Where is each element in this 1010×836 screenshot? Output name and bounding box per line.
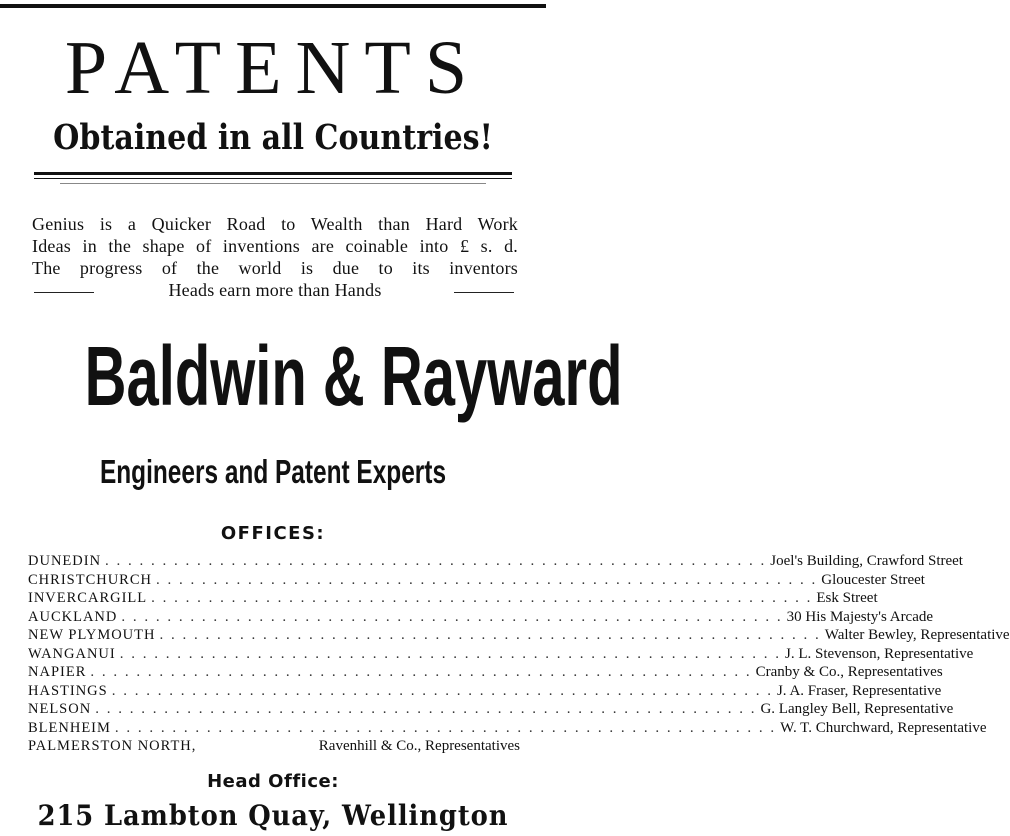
- dot-leader: [90, 663, 751, 682]
- office-address: Walter Bewley, Representative: [824, 627, 1010, 643]
- dot-leader: [115, 719, 776, 738]
- office-city: WANGANUI: [28, 645, 116, 662]
- office-row: [28, 700, 954, 719]
- headline: PATENTS: [64, 26, 482, 110]
- office-city: PALMERSTON NORTH,: [28, 738, 197, 754]
- office-row: [28, 571, 925, 590]
- dot-leader: [95, 700, 756, 719]
- firm-name: Baldwin & Rayward: [84, 329, 623, 423]
- dash-rule-right: [454, 292, 514, 293]
- office-address: Joel's Building, Crawford Street: [770, 553, 963, 569]
- office-city: AUCKLAND: [28, 608, 118, 625]
- office-address: Ravenhill & Co., Representatives: [318, 738, 520, 754]
- office-city: CHRISTCHURCH: [28, 571, 152, 588]
- head-office-address: 215 Lambton Quay, Wellington: [37, 799, 509, 832]
- office-city: HASTINGS: [28, 682, 108, 699]
- office-city: NAPIER: [28, 664, 87, 680]
- office-address: G. Langley Bell, Representative: [760, 701, 954, 717]
- dot-leader: [105, 552, 766, 571]
- office-list: [28, 552, 1010, 756]
- office-row: [28, 737, 520, 756]
- motto-line: The progress of the world is due to its inventors: [32, 258, 518, 278]
- motto-line: Ideas in the shape of inventions are coinable into £ s. d.: [32, 236, 518, 256]
- office-address: Cranby & Co., Representatives: [755, 664, 943, 680]
- office-row: [28, 645, 974, 664]
- office-city: NEW PLYMOUTH: [28, 627, 156, 643]
- office-city: NELSON: [28, 701, 92, 717]
- office-row: [28, 608, 934, 627]
- office-address: Gloucester Street: [821, 571, 925, 588]
- subheadline: Obtained in all Countries!: [53, 117, 493, 158]
- divider-rule: [34, 178, 512, 179]
- office-row: [28, 663, 943, 682]
- dot-leader: [112, 682, 773, 701]
- motto-line: Genius is a Quicker Road to Wealth than Hard Work: [32, 214, 518, 234]
- office-city: BLENHEIM: [28, 719, 111, 736]
- motto-line: Heads earn more than Hands: [168, 280, 382, 300]
- divider-rule: [34, 172, 512, 175]
- top-border-rule: [0, 4, 546, 8]
- office-address: Esk Street: [816, 590, 878, 606]
- office-row: [28, 682, 942, 701]
- office-row: [28, 552, 963, 571]
- office-address: J. L. Stevenson, Representative: [785, 645, 974, 662]
- offices-heading: OFFICES:: [220, 523, 326, 544]
- office-address: J. A. Fraser, Representative: [776, 682, 942, 699]
- office-address: 30 His Majesty's Arcade: [786, 608, 934, 625]
- office-address: W. T. Churchward, Representative: [780, 719, 987, 736]
- office-city: DUNEDIN: [28, 553, 102, 569]
- firm-description: Engineers and Patent Experts: [99, 453, 447, 490]
- divider-rule: [60, 183, 486, 184]
- office-row: [28, 719, 987, 738]
- dot-leader: [121, 608, 782, 627]
- office-city: INVERCARGILL: [28, 590, 148, 606]
- dot-leader: [159, 626, 820, 645]
- dot-leader: [120, 645, 781, 664]
- dot-leader: [151, 589, 812, 608]
- dot-leader: [156, 571, 817, 590]
- office-row: [28, 626, 1010, 645]
- office-row: [28, 589, 878, 608]
- head-office-label: Head Office:: [207, 771, 339, 792]
